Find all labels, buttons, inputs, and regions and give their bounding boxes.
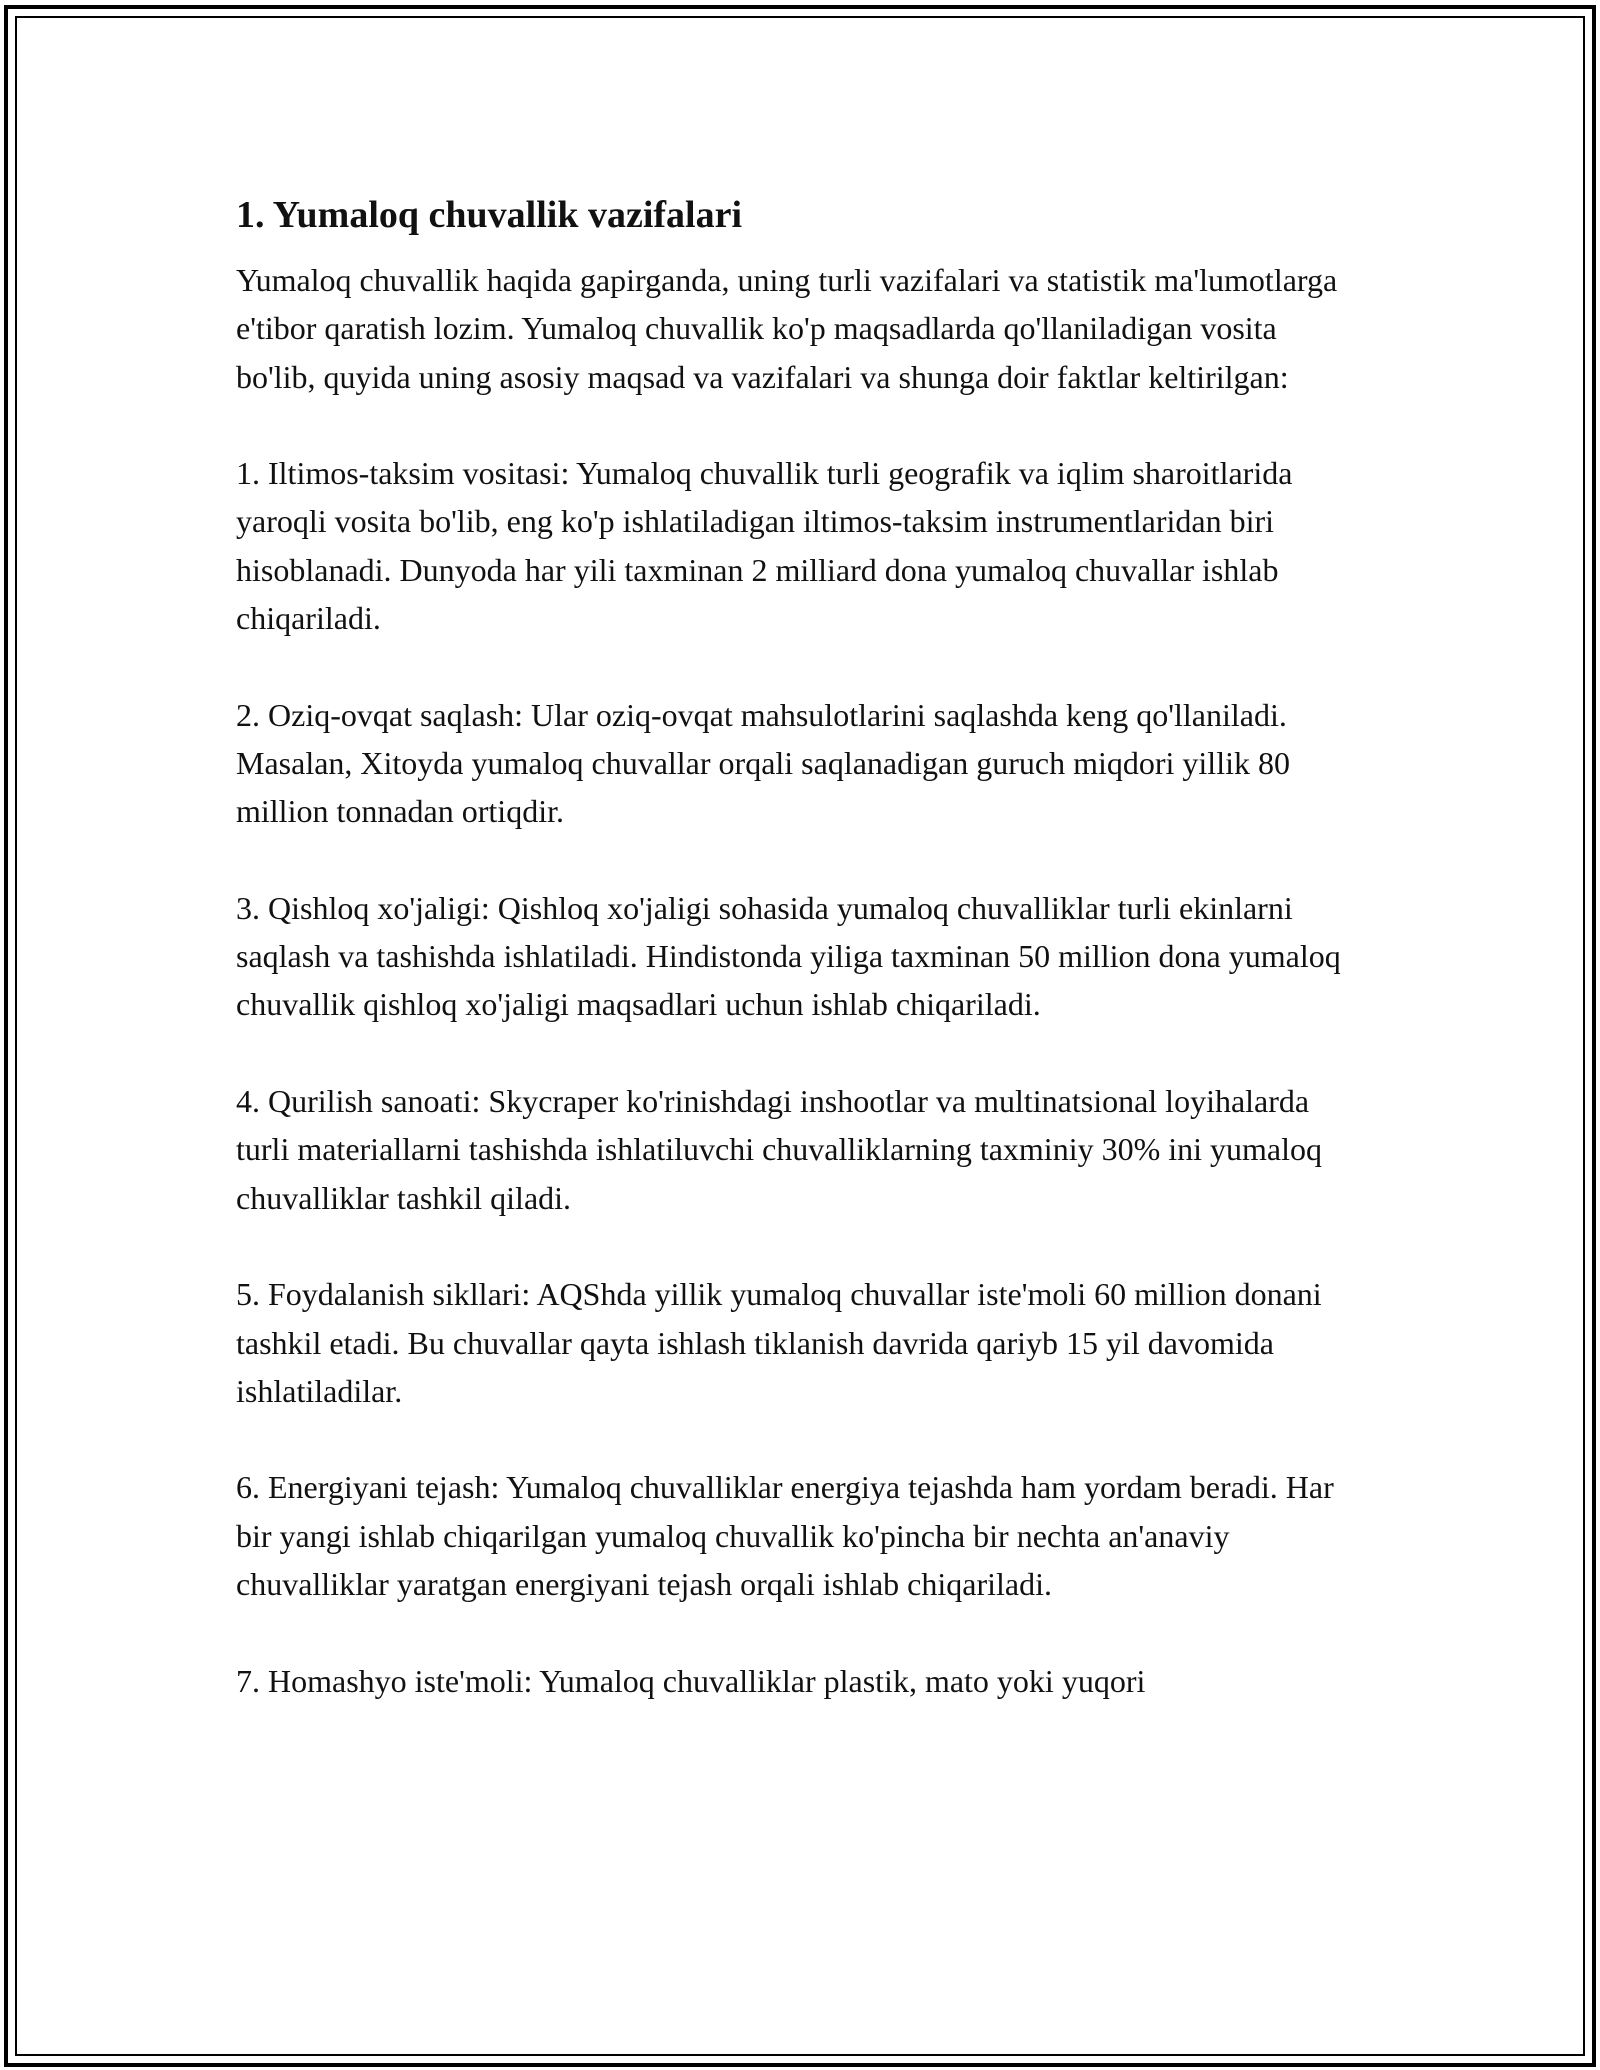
list-item-5: 5. Foydalanish sikllari: AQShda yillik yumaloq chuvallar iste'moli 60 million donani tashkil etadi. Bu chuvallar qayta ishlash tiklanish davrida qariyb 15 yil davomida ishlatiladilar. <box>236 1276 1322 1409</box>
list-item-2: 2. Oziq-ovqat saqlash: Ular oziq-ovqat mahsulotlarini saqlashda keng qo'llaniladi. Masalan, Xitoyda yumaloq chuvallar orqali saqlanadigan guruch miqdori yillik 80 million tonnadan ortiqdir. <box>236 696 1290 830</box>
document-body <box>236 186 1356 1705</box>
list-item-4: 4. Qurilish sanoati: Skycraper ko'rinishdagi inshootlar va multinatsional loyihalarda turli materiallarni tashishda ishlatiluvchi chuvalliklarning taxminiy 30% ini yumaloq chuvalliklar tashkil qiladi. <box>236 1083 1322 1216</box>
list-item-1: 1. Iltimos-taksim vositasi: Yumaloq chuvallik turli geografik va iqlim sharoitlarida yaroqli vosita bo'lib, eng ko'p ishlatiladigan iltimos-taksim instrumentlaridan biri hisoblanadi. Dunyoda har yili taxminan 2 milliard dona yumaloq chuvallar ishlab chiqariladi. <box>236 455 1293 637</box>
document-title: 1. Yumaloq chuvallik vazifalari <box>236 194 743 236</box>
list-item-3: 3. Qishloq xo'jaligi: Qishloq xo'jaligi sohasida yumaloq chuvalliklar turli ekinlarni saqlash va tashishda ishlatiladi. Hindistonda yiliga taxminan 50 million dona yumaloq chuvallik qishloq xo'jaligi maqsadlari uchun ishlab chiqariladi. <box>236 889 1341 1023</box>
intro-paragraph: Yumaloq chuvallik haqida gapirganda, uning turli vazifalari va statistik ma'lumotlarga e'tibor qaratish lozim. Yumaloq chuvallik ko'p maqsadlarda qo'llaniladigan vosita bo'lib, quyida uning asosiy maqsad va vazifalari va shunga doir faktlar keltirilgan: <box>236 262 1338 395</box>
list-item-7: 7. Homashyo iste'moli: Yumaloq chuvalliklar plastik, mato yoki yuqori <box>236 1662 1146 1699</box>
list-item-6: 6. Energiyani tejash: Yumaloq chuvalliklar energiya tejashda ham yordam beradi. Har bir yangi ishlab chiqarilgan yumaloq chuvallik ko'pincha bir nechta an'anaviy chuvalliklar yaratgan energiyani tejash orqali ishlab chiqariladi. <box>236 1469 1334 1603</box>
